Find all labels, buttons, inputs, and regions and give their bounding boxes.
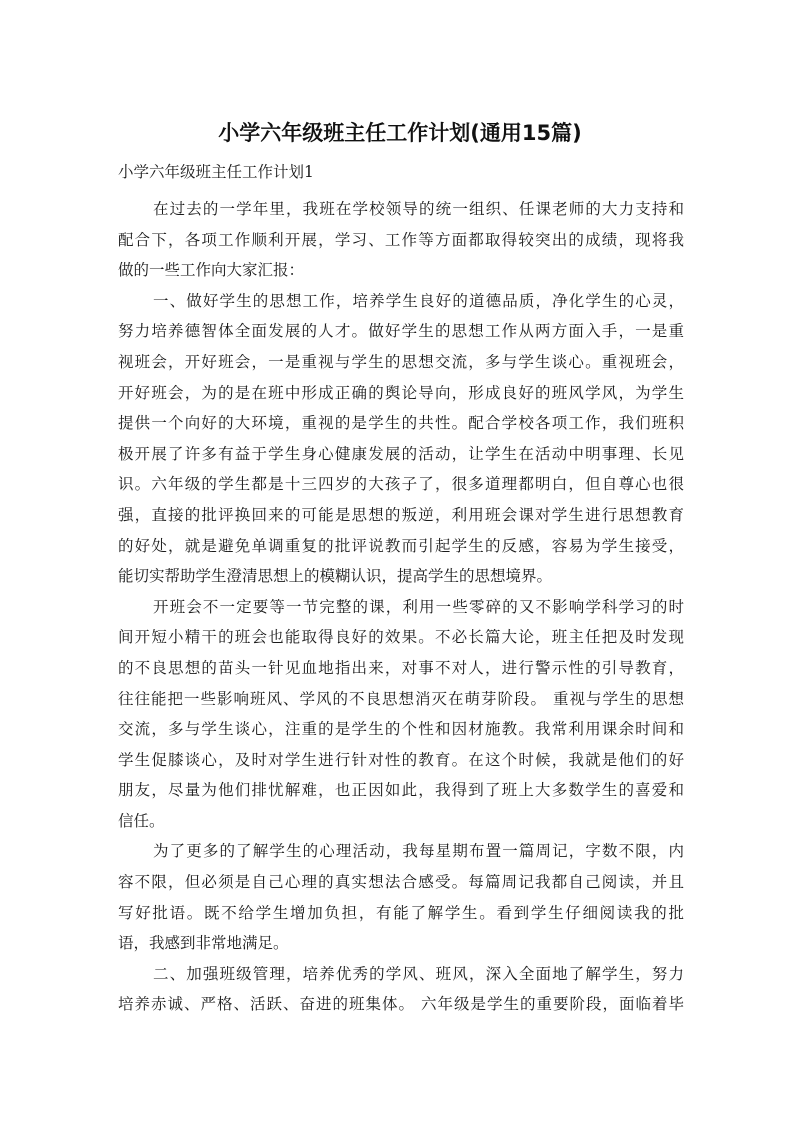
paragraph-line: 交流，多与学生谈心，注重的是学生的个性和因材施教。我常利用课余时间和	[118, 720, 684, 739]
paragraph-line: 语，我感到非常地满足。	[118, 934, 289, 953]
paragraph-line: 信任。	[118, 811, 165, 830]
paragraph	[118, 194, 684, 286]
paragraph-line: 为了更多的了解学生的心理活动，我每星期布置一篇周记，字数不限，内	[153, 842, 684, 861]
paragraph-line: 视班会，开好班会，一是重视与学生的思想交流，多与学生谈心。重视班会，	[118, 352, 684, 371]
document-body	[118, 194, 684, 1020]
paragraph-line: 努力培养德智体全面发展的人才。做好学生的思想工作从两方面入手，一是重	[118, 322, 684, 341]
paragraph	[118, 286, 684, 592]
paragraph-line: 间开短小精干的班会也能取得良好的效果。不必长篇大论，班主任把及时发现	[118, 628, 684, 647]
paragraph-line: 开好班会，为的是在班中形成正确的舆论导向，形成良好的班风学风，为学生	[118, 383, 684, 402]
paragraph	[118, 592, 684, 837]
paragraph-line: 学生促膝谈心，及时对学生进行针对性的教育。在这个时候，我就是他们的好	[118, 750, 684, 769]
paragraph-line: 往往能把一些影响班风、学风的不良思想消灭在萌芽阶段。 重视与学生的思想	[118, 689, 684, 708]
paragraph-line: 极开展了许多有益于学生身心健康发展的活动，让学生在活动中明事理、长见	[118, 444, 684, 463]
document-subtitle: 小学六年级班主任工作计划1	[118, 163, 314, 181]
paragraph-line: 识。六年级的学生都是十三四岁的大孩子了，很多道理都明白，但自尊心也很	[118, 475, 684, 494]
paragraph-line: 二、加强班级管理，培养优秀的学风、班风，深入全面地了解学生，努力	[153, 964, 684, 983]
paragraph	[118, 959, 684, 1020]
paragraph-line: 配合下，各项工作顺利开展，学习、工作等方面都取得较突出的成绩，现将我	[118, 230, 684, 249]
paragraph-line: 的不良思想的苗头一针见血地指出来，对事不对人，进行警示性的引导教育，	[118, 658, 684, 677]
paragraph-line: 朋友，尽量为他们排忧解难，也正因如此，我得到了班上大多数学生的喜爱和	[118, 781, 684, 800]
paragraph-line: 开班会不一定要等一节完整的课，利用一些零碎的又不影响学科学习的时	[153, 597, 684, 616]
paragraph-line: 强，直接的批评换回来的可能是思想的叛逆，利用班会课对学生进行思想教育	[118, 505, 684, 524]
paragraph-line: 在过去的一学年里，我班在学校领导的统一组织、任课老师的大力支持和	[153, 200, 684, 218]
paragraph-line: 提供一个向好的大环境，重视的是学生的共性。配合学校各项工作，我们班积	[118, 414, 684, 433]
document-title: 小学六年级班主任工作计划(通用15篇)	[218, 121, 582, 145]
paragraph	[118, 836, 684, 958]
paragraph-line: 一、做好学生的思想工作，培养学生良好的道德品质，净化学生的心灵，	[153, 291, 684, 310]
paragraph-line: 培养赤诚、严格、活跃、奋进的班集体。 六年级是学生的重要阶段，面临着毕	[118, 995, 684, 1014]
paragraph-line: 的好处，就是避免单调重复的批评说教而引起学生的反感，容易为学生接受，	[118, 536, 684, 555]
paragraph-line: 写好批语。既不给学生增加负担，有能了解学生。看到学生仔细阅读我的批	[118, 903, 684, 922]
paragraph-line: 能切实帮助学生澄清思想上的模糊认识，提高学生的思想境界。	[118, 567, 553, 586]
paragraph-line: 做的一些工作向大家汇报：	[118, 261, 305, 280]
paragraph-line: 容不限，但必须是自己心理的真实想法合感受。每篇周记我都自己阅读，并且	[118, 873, 684, 892]
